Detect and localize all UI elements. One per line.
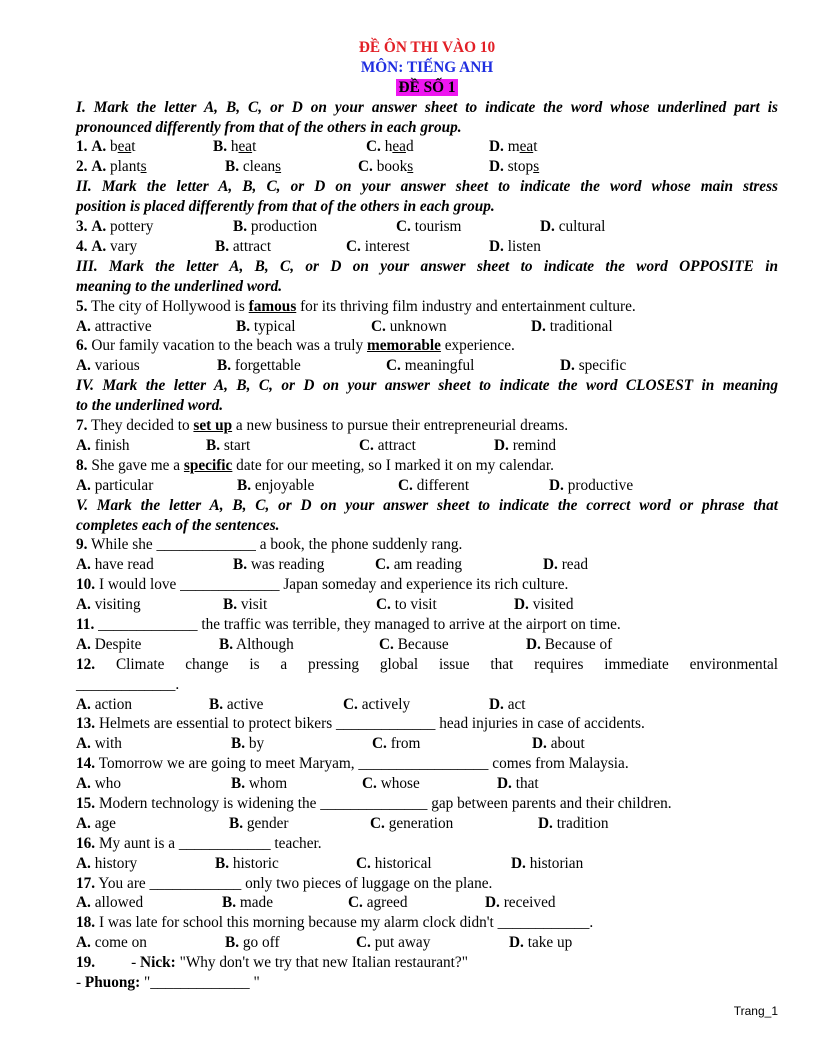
question-9-stem: 9. While she _____________ a book, the phone suddenly rang. (76, 536, 463, 554)
q15-option-b: gender (246, 814, 289, 832)
q6-option-b: forgettable (234, 357, 301, 375)
q1-option-b: heat (230, 138, 257, 156)
q19-speaker-nick: Nick: (140, 954, 176, 972)
q2-option-c: books (376, 158, 414, 176)
section-4-instruction-line1: IV. Mark the letter A, B, C, or D on your answer sheet to indicate the word CLOSEST in meaning (76, 377, 778, 395)
test-number-line (76, 78, 778, 98)
q10-option-d: visited (532, 596, 574, 614)
q18-option-c: put away (374, 934, 431, 952)
question-10-stem: 10. I would love _____________ Japan someday and experience its rich culture. (76, 576, 569, 594)
q9-option-d: read (561, 556, 589, 574)
q3-option-d: cultural (558, 218, 606, 236)
q3-option-b: production (250, 218, 318, 236)
q16-option-c: historical (374, 854, 432, 872)
question-18-stem: 18. I was late for school this morning because my alarm clock didn't ____________. (76, 914, 594, 932)
q16-option-b: historic (232, 854, 279, 872)
question-14-stem: 14. Tomorrow we are going to meet Maryam, _________________ comes from Malaysia. (76, 755, 629, 773)
question-9-options: A. have read B. was reading C. am reading D. read (76, 556, 589, 574)
section-5-instruction-line1: V. Mark the letter A, B, C, or D on your answer sheet to indicate the correct word or phrase that (76, 496, 778, 514)
q2-option-a: plants (110, 158, 147, 176)
question-11-stem: 11. _____________ the traffic was terrible, they managed to arrive at the airport on time. (76, 615, 621, 633)
exam-title: ĐỀ ÔN THI VÀO 10 (358, 39, 496, 56)
question-5-stem: 5. The city of Hollywood is famous for its thriving film industry and entertainment culture. (76, 297, 636, 315)
question-5-options: A. attractive B. typical C. unknown D. traditional (76, 317, 613, 335)
q6-option-a: various (94, 357, 140, 375)
q10-option-c: to visit (394, 596, 437, 614)
q11-option-b: Although (236, 635, 294, 653)
q2-option-b: cleans (242, 158, 282, 176)
exam-subject: MÔN: TIẾNG ANH (360, 58, 494, 76)
question-8-options: A. particular B. enjoyable C. different D. productive (76, 476, 634, 494)
question-6-stem: 6. Our family vacation to the beach was a truly memorable experience. (76, 337, 515, 355)
section-3-instruction-line1: III. Mark the letter A, B, C, or D on your answer sheet to indicate the word OPPOSITE in (76, 257, 778, 275)
question-4: 4. A. vary B. attract C. interest D. listen (76, 237, 541, 255)
q9-option-c: am reading (393, 556, 463, 574)
q1-option-a: beat (110, 138, 136, 156)
question-11-options: A. Despite B. Although C. Because D. Because of (76, 635, 613, 653)
q17-option-d: received (503, 894, 556, 912)
q3-option-a: pottery (110, 218, 154, 236)
q14-option-a: who (94, 775, 122, 793)
q5-option-c: unknown (389, 317, 447, 335)
section-4-instruction-line2: to the underlined word. (76, 397, 224, 415)
q12-option-a: action (94, 695, 133, 713)
q17-option-b: made (239, 894, 273, 912)
q13-option-d: about (550, 735, 585, 753)
question-13-options: A. with B. by C. from D. about (76, 735, 585, 753)
page-number: Trang_1 (733, 1004, 778, 1018)
q1-option-c: head (384, 138, 414, 156)
q4-option-a: vary (110, 237, 138, 255)
q11-option-d: Because of (544, 635, 613, 653)
q5-option-a: attractive (94, 317, 152, 335)
q16-option-d: historian (529, 854, 584, 872)
question-17-options: A. allowed B. made C. agreed D. received (76, 894, 556, 912)
q18-option-a: come on (94, 934, 147, 952)
q14-option-d: that (515, 775, 539, 793)
question-6-options: A. various B. forgettable C. meaningful D. specific (76, 357, 627, 375)
q9-option-b: was reading (250, 556, 325, 574)
question-12-stem-cont: _____________. (76, 675, 180, 693)
q13-option-a: with (94, 735, 122, 753)
section-2-instruction-line1: II. Mark the letter A, B, C, or D on your answer sheet to indicate the word whose main stress (76, 178, 778, 196)
question-15-stem: 15. Modern technology is widening the ______________ gap between parents and their children. (76, 795, 672, 813)
question-18-options: A. come on B. go off C. put away D. take up (76, 934, 573, 952)
q3-option-c: tourism (414, 218, 462, 236)
q11-option-a: Despite (94, 635, 142, 653)
question-15-options: A. age B. gender C. generation D. tradition (76, 814, 609, 832)
q10-option-b: visit (240, 596, 268, 614)
section-2-instruction-line2: position is placed differently from that of the others in each group. (76, 198, 495, 216)
question-17-stem: 17. You are ____________ only two pieces of luggage on the plane. (76, 874, 493, 892)
question-10-options: A. visiting B. visit C. to visit D. visited (76, 596, 574, 614)
q7-underlined-word: set up (193, 417, 233, 435)
q7-option-d: remind (512, 436, 557, 454)
q13-option-c: from (390, 735, 421, 753)
q7-option-c: attract (377, 436, 416, 454)
question-7-stem: 7. They decided to set up a new business to pursue their entrepreneurial dreams. (76, 417, 569, 435)
q18-option-d: take up (527, 934, 573, 952)
q5-option-d: traditional (549, 317, 613, 335)
q17-option-a: allowed (94, 894, 144, 912)
q17-option-c: agreed (366, 894, 408, 912)
question-19-line2: - Phuong: "_____________ " (76, 974, 260, 992)
q5-option-b: typical (253, 317, 296, 335)
question-19-line1: 19. - Nick: "Why don't we try that new Italian restaurant?" (76, 954, 468, 972)
question-2: 2. A. plants B. cleans C. books D. stops (76, 158, 540, 176)
question-14-options: A. who B. whom C. whose D. that (76, 775, 539, 793)
q15-option-c: generation (388, 814, 454, 832)
q8-option-d: productive (567, 476, 634, 494)
q13-option-b: by (248, 735, 265, 753)
q4-option-c: interest (364, 237, 410, 255)
question-12-options: A. action B. active C. actively D. act (76, 695, 526, 713)
q11-option-c: Because (397, 635, 449, 653)
q10-option-a: visiting (94, 596, 141, 614)
q4-option-b: attract (232, 237, 272, 255)
q7-option-a: finish (94, 436, 130, 454)
q12-option-b: active (226, 695, 264, 713)
question-7-options: A. finish B. start C. attract D. remind (76, 436, 557, 454)
q6-option-c: meaningful (404, 357, 475, 375)
question-1: 1. A. beat B. heat C. head D. meat (76, 138, 538, 156)
section-1-instruction-line1: I. Mark the letter A, B, C, or D on your answer sheet to indicate the word whose underlined part is (76, 98, 778, 116)
q2-option-d: stops (507, 158, 540, 176)
q12-option-c: actively (361, 695, 411, 713)
q8-underlined-word: specific (183, 456, 233, 474)
question-13-stem: 13. Helmets are essential to protect bikers _____________ head injuries in case of accidents. (76, 715, 645, 733)
q15-option-d: tradition (556, 814, 609, 832)
question-12-stem: 12. Climate change is a pressing global issue that requires immediate environmental (76, 655, 778, 673)
section-5-instruction-line2: completes each of the sentences. (76, 516, 280, 534)
q8-option-b: enjoyable (254, 476, 315, 494)
question-8-stem: 8. She gave me a specific date for our meeting, so I marked it on my calendar. (76, 456, 554, 474)
q14-option-b: whom (248, 775, 288, 793)
q19-speaker-phuong: Phuong: (84, 974, 141, 992)
q15-option-a: age (94, 814, 116, 832)
q8-option-c: different (416, 476, 470, 494)
q6-underlined-word: memorable (367, 337, 441, 355)
q1-option-d: meat (507, 138, 538, 156)
q7-option-b: start (223, 436, 251, 454)
q6-option-d: specific (578, 357, 627, 375)
q18-option-b: go off (242, 934, 280, 952)
q8-option-a: particular (94, 476, 154, 494)
section-3-instruction-line2: meaning to the underlined word. (76, 277, 283, 295)
question-16-stem: 16. My aunt is a ____________ teacher. (76, 834, 322, 852)
q5-underlined-word: famous (248, 297, 297, 315)
section-1-instruction-line2: pronounced differently from that of the others in each group. (76, 118, 462, 136)
q4-option-d: listen (507, 237, 541, 255)
question-3: 3. A. pottery B. production C. tourism D. cultural (76, 218, 606, 236)
q9-option-a: have read (94, 556, 154, 574)
q14-option-c: whose (380, 775, 420, 793)
q12-option-d: act (507, 695, 526, 713)
exam-page (76, 38, 778, 993)
q16-option-a: history (94, 854, 138, 872)
question-16-options: A. history B. historic C. historical D. historian (76, 854, 584, 872)
test-number-badge: ĐỀ SỐ 1 (396, 79, 459, 96)
